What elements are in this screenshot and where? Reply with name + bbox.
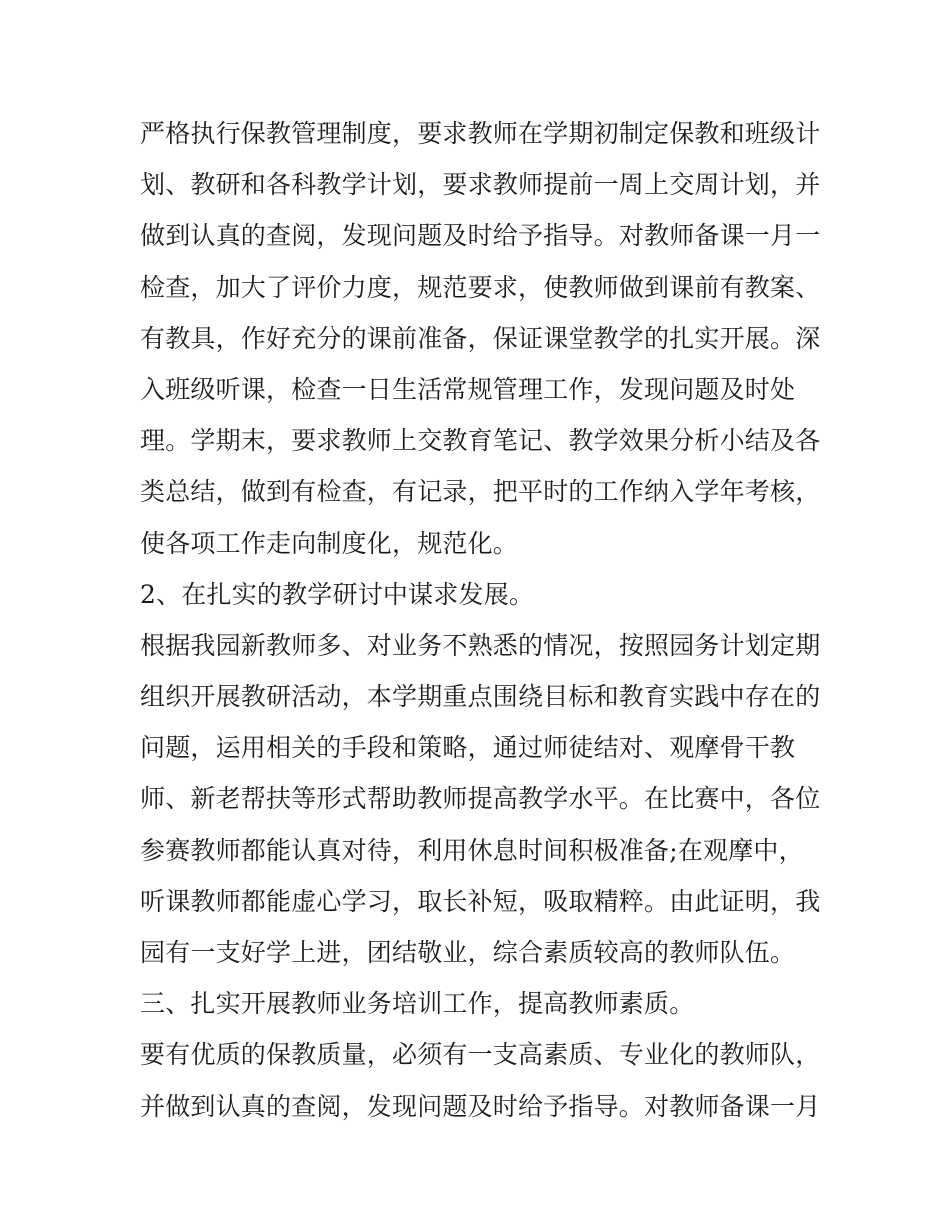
text-line: 师、新老帮扶等形式帮助教师提高教学水平。在比赛中，各位: [140, 784, 821, 814]
text-line: 园有一支好学上进，团结敬业，综合素质较高的教师队伍。: [140, 938, 796, 967]
text-line: 理。学期末，要求教师上交教育笔记、教学效果分析小结及各: [140, 426, 821, 456]
text-line: 划、教研和各科教学计划，要求教师提前一周上交周计划，并: [140, 170, 821, 200]
text-line: 类总结，做到有检查，有记录，把平时的工作纳入学年考核，: [140, 477, 821, 507]
text-line: 听课教师都能虚心学习，取长补短，吸取精粹。由此证明，我: [140, 886, 821, 916]
text-line: 根据我园新教师多、对业务不熟悉的情况，按照园务计划定期: [140, 630, 821, 660]
text-line: 要有优质的保教质量，必须有一支高素质、专业化的教师队，: [140, 1040, 821, 1070]
text-line: 严格执行保教管理制度，要求教师在学期初制定保教和班级计: [140, 119, 821, 148]
text-line: 问题，运用相关的手段和策略，通过师徒结对、观摩骨干教: [140, 733, 796, 763]
text-line: 有教具，作好充分的课前准备，保证课堂教学的扎实开展。深: [140, 323, 821, 353]
text-line: 检查，加大了评价力度，规范要求，使教师做到课前有教案、: [140, 272, 821, 302]
text-line: 并做到认真的查阅，发现问题及时给予指导。对教师备课一月: [140, 1091, 821, 1121]
text-line: 参赛教师都能认真对待，利用休息时间积极准备;在观摩中，: [140, 835, 804, 865]
text-line: 使各项工作走向制度化，规范化。: [140, 528, 519, 558]
section-heading: 三、扎实开展教师业务培训工作，提高教师素质。: [140, 989, 695, 1019]
document-body: [140, 108, 821, 1132]
text-line: 做到认真的查阅，发现问题及时给予指导。对教师备课一月一: [140, 221, 821, 251]
text-line: 组织开展教研活动，本学期重点围绕目标和教育实践中存在的: [140, 682, 821, 712]
section-heading: 2、在扎实的教学研讨中谋求发展。: [140, 579, 535, 609]
text-line: 入班级听课，检查一日生活常规管理工作，发现问题及时处: [140, 374, 796, 404]
